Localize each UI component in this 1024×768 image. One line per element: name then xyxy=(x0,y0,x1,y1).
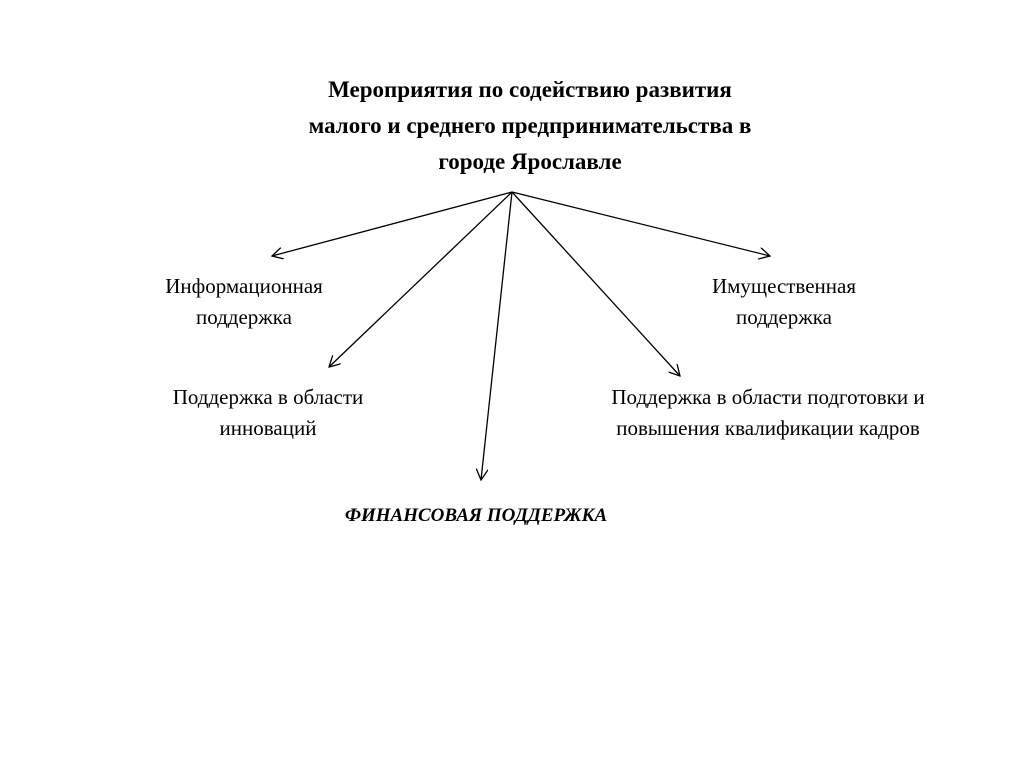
title-line-1: Мероприятия по содействию развития xyxy=(328,77,732,102)
arrow-to-property xyxy=(512,192,770,256)
arrow-to-finance xyxy=(481,192,512,480)
diagram-title xyxy=(240,72,820,180)
node-innovation-line-2: инноваций xyxy=(219,416,317,440)
node-property-line-2: поддержка xyxy=(735,305,833,329)
node-training-line-1: Поддержка в области подготовки и xyxy=(611,385,925,409)
arrow-to-info xyxy=(272,192,512,256)
arrow-to-training xyxy=(512,192,680,376)
node-information-line-1: Информационная xyxy=(165,274,323,298)
node-property-line-1: Имущественная xyxy=(711,274,857,298)
node-information-support xyxy=(134,271,354,333)
node-training-support xyxy=(566,382,970,444)
node-financial-support xyxy=(290,500,662,531)
node-information-line-2: поддержка xyxy=(195,305,293,329)
node-innovation-line-1: Поддержка в области xyxy=(172,385,364,409)
node-property-support xyxy=(674,271,894,333)
title-line-2: малого и среднего предпринимательства в xyxy=(308,113,752,138)
arrow-to-innovation xyxy=(329,192,512,367)
title-line-3: городе Ярославле xyxy=(438,149,622,174)
node-financial-label: ФИНАНСОВАЯ ПОДДЕРЖКА xyxy=(344,505,608,526)
node-innovation-support xyxy=(138,382,398,444)
node-training-line-2: повышения квалификации кадров xyxy=(616,416,920,440)
